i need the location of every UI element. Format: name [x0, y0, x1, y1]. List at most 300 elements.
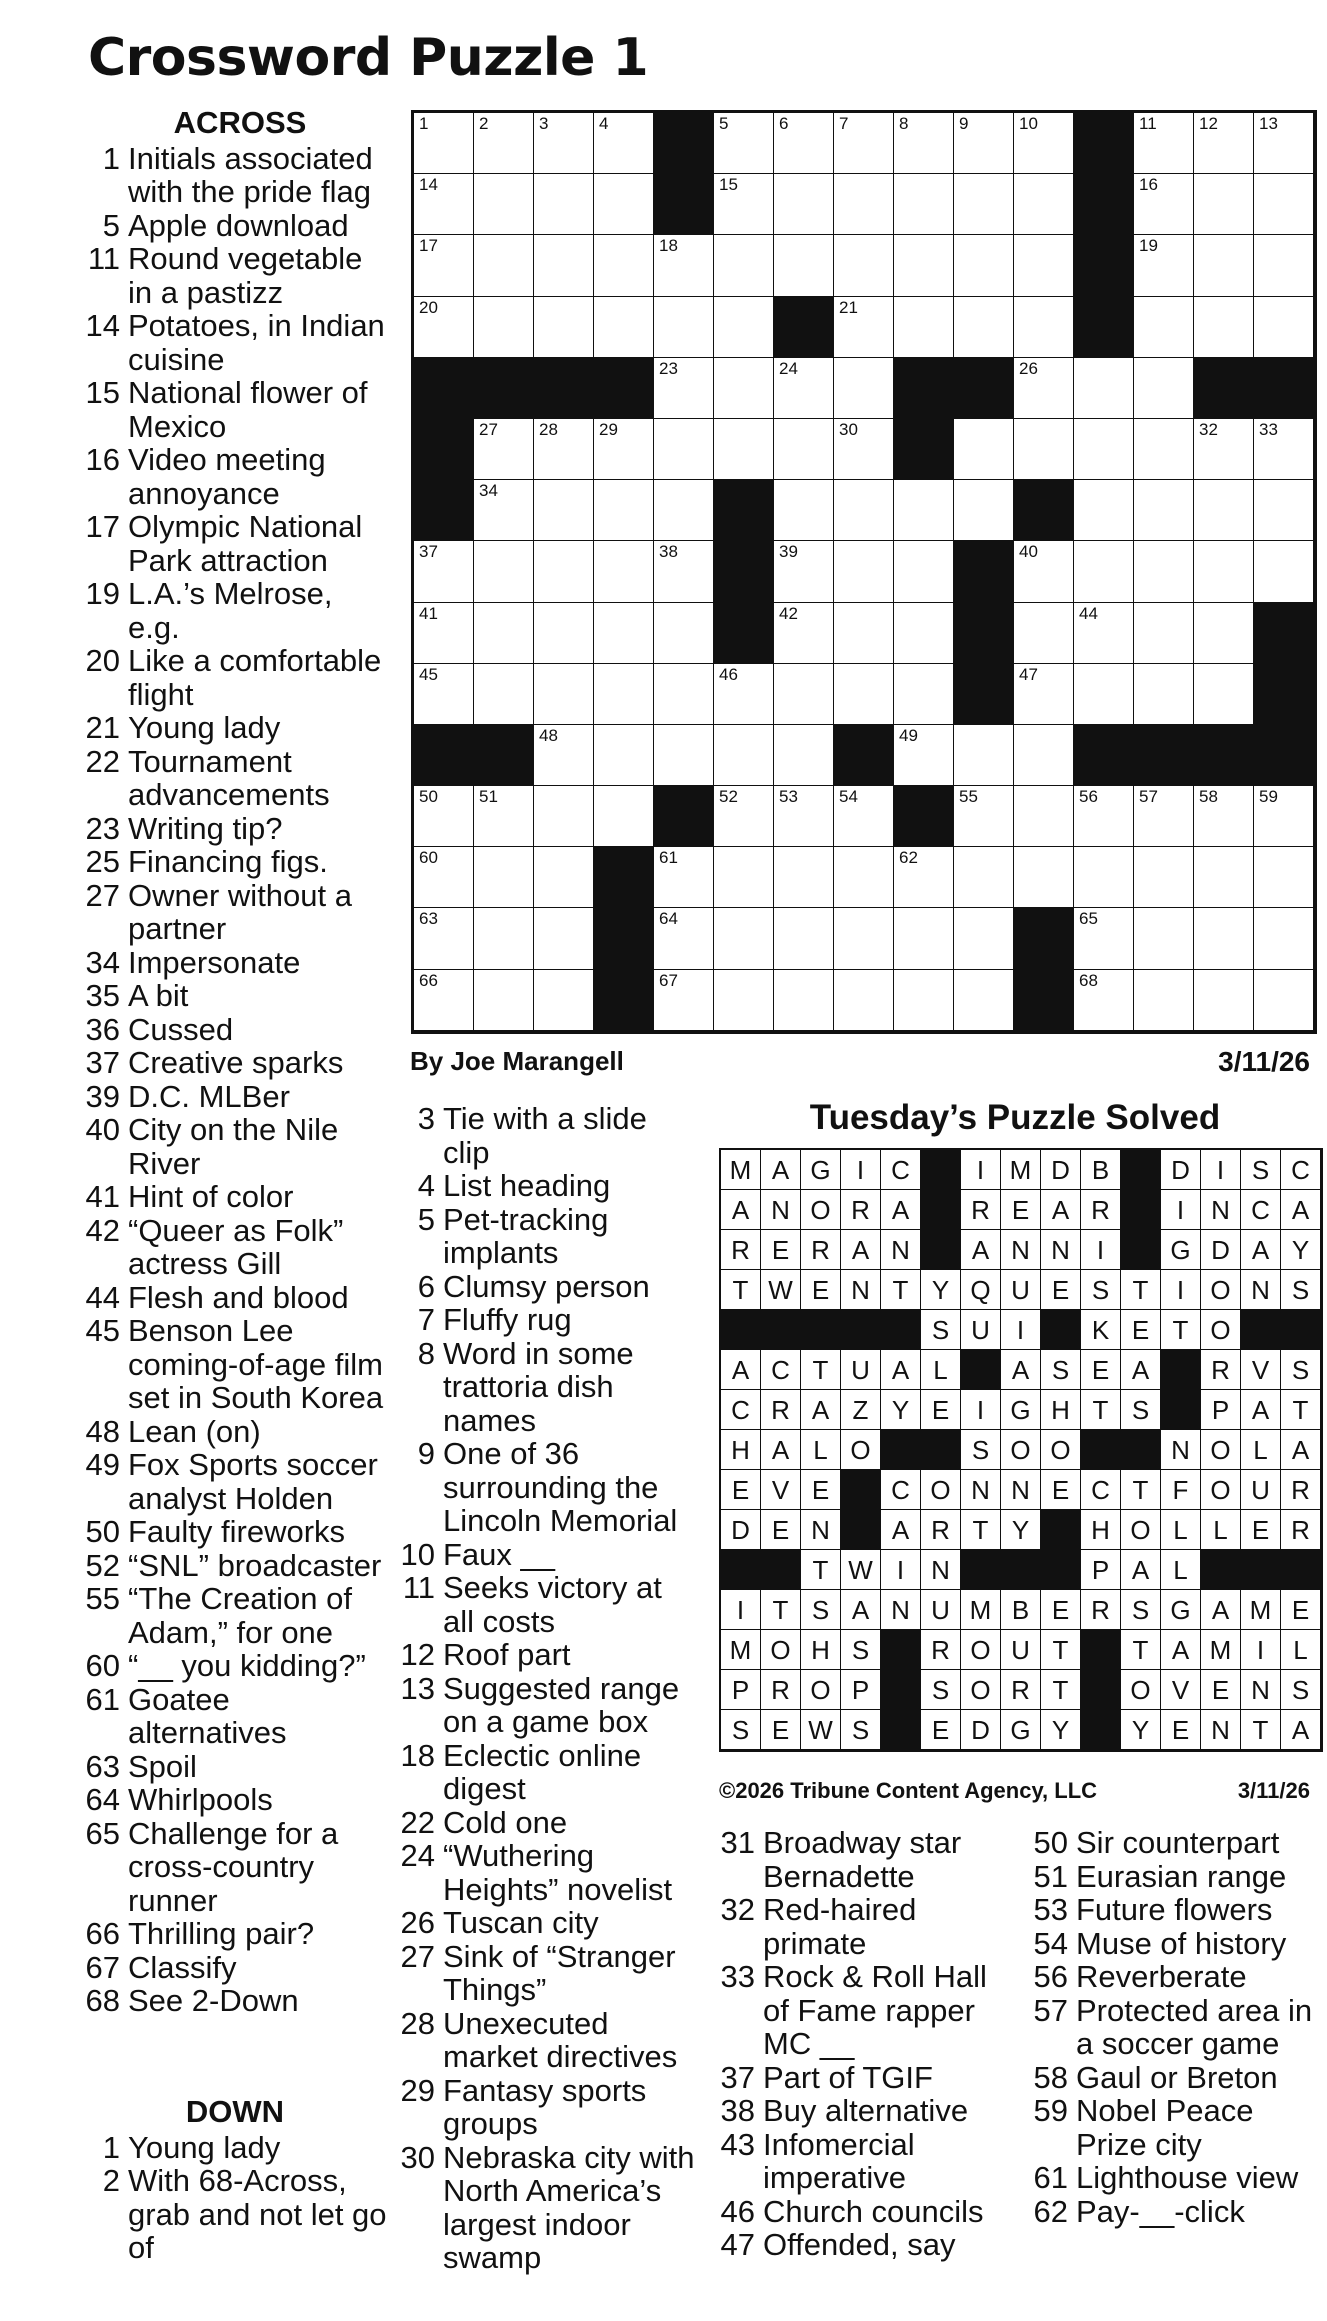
clue-text: Nebraska city with North America’s largest indoor swamp	[443, 2139, 695, 2275]
grid-cell[interactable]	[774, 113, 834, 174]
solution-letter: I	[961, 1390, 1001, 1430]
solution-letter: G	[1161, 1590, 1201, 1630]
grid-cell[interactable]	[834, 419, 894, 480]
grid-cell[interactable]	[474, 664, 534, 725]
clue	[1028, 1826, 1327, 1860]
grid-cell[interactable]	[1134, 541, 1194, 602]
grid-cell[interactable]	[1074, 908, 1134, 969]
clue-text: Suggested range on a game box	[443, 1670, 680, 1739]
grid-cell[interactable]	[894, 603, 954, 664]
clue	[80, 1783, 390, 1817]
cell-number: 64	[659, 909, 678, 929]
grid-cell[interactable]	[894, 174, 954, 235]
solution-letter: T	[1041, 1670, 1081, 1710]
grid-cell[interactable]	[414, 664, 474, 725]
cell-number: 18	[659, 236, 678, 256]
grid-cell[interactable]	[654, 603, 714, 664]
solution-black-square	[761, 1550, 801, 1590]
clue	[80, 1415, 390, 1449]
grid-cell[interactable]	[594, 419, 654, 480]
grid-cell[interactable]	[1194, 174, 1254, 235]
grid-cell[interactable]	[414, 908, 474, 969]
solution-letter: N	[1201, 1190, 1241, 1230]
grid-cell[interactable]	[1014, 113, 1074, 174]
cell-number: 58	[1199, 787, 1218, 807]
grid-cell[interactable]	[1074, 786, 1134, 847]
grid-cell[interactable]	[534, 725, 594, 786]
solution-black-square	[1241, 1550, 1281, 1590]
down-clues-col1	[80, 2095, 390, 2265]
grid-cell[interactable]	[534, 970, 594, 1031]
grid-cell[interactable]	[834, 664, 894, 725]
grid-cell[interactable]	[1254, 113, 1314, 174]
grid-cell[interactable]	[954, 235, 1014, 296]
grid-cell[interactable]	[534, 847, 594, 908]
grid-cell[interactable]	[1194, 235, 1254, 296]
solution-letter: I	[1081, 1230, 1121, 1270]
grid-cell[interactable]	[474, 970, 534, 1031]
grid-cell[interactable]	[954, 847, 1014, 908]
solution-letter: E	[1041, 1270, 1081, 1310]
grid-cell[interactable]	[414, 847, 474, 908]
grid-cell[interactable]	[954, 908, 1014, 969]
grid-cell[interactable]	[1014, 419, 1074, 480]
grid-cell[interactable]	[1254, 297, 1314, 358]
grid-cell[interactable]	[774, 847, 834, 908]
grid-cell[interactable]	[774, 235, 834, 296]
clue-number: 65	[85, 1815, 120, 1851]
grid-cell[interactable]	[774, 541, 834, 602]
grid-cell[interactable]	[534, 235, 594, 296]
grid-cell[interactable]	[894, 113, 954, 174]
clue	[395, 1940, 695, 2007]
grid-cell[interactable]	[1074, 847, 1134, 908]
grid-cell[interactable]	[1014, 297, 1074, 358]
clue-text: Olympic National Park attraction	[128, 509, 363, 578]
cell-number: 5	[719, 114, 729, 133]
grid-cell[interactable]	[594, 174, 654, 235]
grid-cell[interactable]	[1134, 419, 1194, 480]
grid-cell[interactable]	[894, 908, 954, 969]
clue	[80, 376, 390, 443]
grid-cell[interactable]	[1194, 908, 1254, 969]
grid-cell[interactable]	[714, 847, 774, 908]
grid-cell[interactable]	[474, 235, 534, 296]
grid-cell[interactable]	[714, 419, 774, 480]
grid-cell[interactable]	[594, 603, 654, 664]
clue-text: Muse of history	[1076, 1925, 1287, 1961]
grid-cell[interactable]	[714, 174, 774, 235]
grid-cell[interactable]	[474, 480, 534, 541]
grid-cell[interactable]	[534, 664, 594, 725]
solution-letter: C	[1241, 1190, 1281, 1230]
grid-cell[interactable]	[834, 541, 894, 602]
clue	[395, 2074, 695, 2141]
grid-cell[interactable]	[1254, 480, 1314, 541]
clue-text: Clumsy person	[443, 1268, 650, 1304]
grid-cell[interactable]	[714, 725, 774, 786]
grid-cell[interactable]	[1134, 113, 1194, 174]
cell-number: 19	[1139, 236, 1158, 256]
cell-number: 28	[539, 419, 558, 439]
grid-cell[interactable]	[1014, 541, 1074, 602]
grid-cell[interactable]	[714, 664, 774, 725]
grid-cell[interactable]	[1194, 419, 1254, 480]
solution-letter: S	[1281, 1270, 1321, 1310]
grid-cell[interactable]	[954, 970, 1014, 1031]
grid-cell[interactable]	[1254, 235, 1314, 296]
grid-cell[interactable]	[534, 174, 594, 235]
clue	[1028, 1860, 1327, 1894]
grid-cell[interactable]	[1074, 358, 1134, 419]
clue	[80, 644, 390, 711]
grid-cell[interactable]	[534, 297, 594, 358]
cell-number: 40	[1019, 542, 1038, 562]
solution-letter: R	[1001, 1670, 1041, 1710]
grid-cell[interactable]	[714, 970, 774, 1031]
solution-letter: L	[1201, 1510, 1241, 1550]
clue	[80, 1448, 390, 1515]
solution-letter: N	[921, 1550, 961, 1590]
grid-cell[interactable]	[1194, 480, 1254, 541]
grid-cell[interactable]	[474, 174, 534, 235]
grid-cell[interactable]	[834, 970, 894, 1031]
grid-cell[interactable]	[894, 664, 954, 725]
grid-cell[interactable]	[534, 419, 594, 480]
solution-letter: N	[961, 1470, 1001, 1510]
grid-cell[interactable]	[1254, 908, 1314, 969]
grid-cell[interactable]	[1194, 297, 1254, 358]
grid-cell[interactable]	[714, 358, 774, 419]
solution-black-square	[801, 1310, 841, 1350]
grid-cell[interactable]	[774, 970, 834, 1031]
grid-cell[interactable]	[474, 541, 534, 602]
solution-letter: L	[1241, 1430, 1281, 1470]
grid-cell[interactable]	[774, 419, 834, 480]
grid-cell[interactable]	[1194, 970, 1254, 1031]
grid-cell[interactable]	[594, 541, 654, 602]
solution-black-square	[1161, 1350, 1201, 1390]
solution-letter: P	[1081, 1550, 1121, 1590]
clue	[80, 879, 390, 946]
across-heading: ACROSS	[173, 105, 307, 140]
grid-cell[interactable]	[954, 113, 1014, 174]
clue-number: 15	[85, 375, 120, 410]
grid-cell[interactable]	[594, 786, 654, 847]
solution-letter: A	[1241, 1230, 1281, 1270]
grid-cell[interactable]	[1254, 419, 1314, 480]
grid-cell[interactable]	[834, 480, 894, 541]
grid-cell[interactable]	[714, 786, 774, 847]
grid-cell[interactable]	[654, 297, 714, 358]
solution-black-square	[1201, 1550, 1241, 1590]
solution-letter: G	[1001, 1710, 1041, 1750]
solution-letter: E	[1241, 1510, 1281, 1550]
grid-cell[interactable]	[774, 908, 834, 969]
solution-letter: S	[921, 1310, 961, 1350]
solution-letter: R	[921, 1630, 961, 1670]
grid-cell[interactable]	[894, 480, 954, 541]
grid-cell[interactable]	[1014, 786, 1074, 847]
grid-cell[interactable]	[654, 908, 714, 969]
cell-number: 34	[479, 481, 498, 501]
grid-cell[interactable]	[954, 174, 1014, 235]
grid-cell[interactable]	[1014, 174, 1074, 235]
grid-cell[interactable]	[534, 541, 594, 602]
grid-cell[interactable]	[774, 725, 834, 786]
grid-cell[interactable]	[414, 113, 474, 174]
solution-letter: E	[801, 1470, 841, 1510]
solution-letter: H	[1081, 1510, 1121, 1550]
grid-cell[interactable]	[894, 725, 954, 786]
cell-number: 29	[599, 419, 618, 439]
solution-letter: A	[1161, 1630, 1201, 1670]
grid-cell[interactable]	[954, 297, 1014, 358]
black-square	[654, 113, 714, 174]
grid-cell[interactable]	[1074, 541, 1134, 602]
grid-cell[interactable]	[654, 358, 714, 419]
solution-letter: L	[1161, 1510, 1201, 1550]
clue-text: With 68-Across, grab and not let go of	[128, 2163, 387, 2265]
clue-number: 22	[85, 743, 120, 779]
grid-cell[interactable]	[474, 786, 534, 847]
grid-cell[interactable]	[1194, 847, 1254, 908]
solution-letter: E	[1161, 1710, 1201, 1750]
black-square	[594, 358, 654, 419]
grid-cell[interactable]	[534, 786, 594, 847]
grid-cell[interactable]	[414, 297, 474, 358]
clue	[80, 946, 390, 980]
solution-letter: E	[1041, 1590, 1081, 1630]
grid-cell[interactable]	[774, 480, 834, 541]
grid-cell[interactable]	[1194, 786, 1254, 847]
cell-number: 6	[779, 114, 789, 133]
grid-cell[interactable]	[834, 908, 894, 969]
grid-cell[interactable]	[474, 847, 534, 908]
solution-letter: M	[1201, 1630, 1241, 1670]
solution-letter: R	[1281, 1510, 1321, 1550]
grid-cell[interactable]	[834, 235, 894, 296]
crossword-grid	[411, 110, 1317, 1034]
clue-text: Writing tip?	[128, 810, 283, 846]
clue	[1028, 1893, 1327, 1927]
grid-cell[interactable]	[894, 541, 954, 602]
grid-cell[interactable]	[1254, 174, 1314, 235]
grid-cell[interactable]	[534, 113, 594, 174]
solution-letter: O	[761, 1630, 801, 1670]
grid-cell[interactable]	[894, 235, 954, 296]
grid-cell[interactable]	[1014, 664, 1074, 725]
grid-cell[interactable]	[1134, 847, 1194, 908]
grid-cell[interactable]	[414, 541, 474, 602]
black-square	[1074, 725, 1134, 786]
grid-cell[interactable]	[1014, 725, 1074, 786]
grid-cell[interactable]	[834, 174, 894, 235]
grid-cell[interactable]	[834, 358, 894, 419]
grid-cell[interactable]	[894, 847, 954, 908]
grid-cell[interactable]	[894, 970, 954, 1031]
grid-cell[interactable]	[474, 908, 534, 969]
grid-cell[interactable]	[834, 603, 894, 664]
grid-cell[interactable]	[654, 235, 714, 296]
grid-cell[interactable]	[714, 235, 774, 296]
grid-cell[interactable]	[654, 725, 714, 786]
clue	[1028, 2161, 1327, 2195]
grid-cell[interactable]	[594, 297, 654, 358]
grid-cell[interactable]	[474, 419, 534, 480]
grid-cell[interactable]	[774, 603, 834, 664]
grid-cell[interactable]	[1134, 358, 1194, 419]
solution-letter: Y	[1281, 1230, 1321, 1270]
grid-cell[interactable]	[714, 297, 774, 358]
solution-black-square	[881, 1430, 921, 1470]
grid-cell[interactable]	[654, 419, 714, 480]
grid-cell[interactable]	[1074, 970, 1134, 1031]
grid-cell[interactable]	[1014, 847, 1074, 908]
solution-letter: S	[1281, 1350, 1321, 1390]
grid-cell[interactable]	[954, 419, 1014, 480]
grid-cell[interactable]	[1134, 235, 1194, 296]
grid-cell[interactable]	[414, 603, 474, 664]
black-square	[594, 847, 654, 908]
black-square	[414, 358, 474, 419]
grid-cell[interactable]	[1194, 664, 1254, 725]
grid-cell[interactable]	[1014, 603, 1074, 664]
clue	[1028, 1927, 1327, 1961]
clue	[80, 577, 390, 644]
solution-letter: T	[721, 1270, 761, 1310]
grid-cell[interactable]	[1134, 664, 1194, 725]
clue-text: National flower of Mexico	[128, 375, 368, 444]
black-square	[894, 419, 954, 480]
grid-cell[interactable]	[1074, 603, 1134, 664]
grid-cell[interactable]	[834, 847, 894, 908]
grid-cell[interactable]	[474, 297, 534, 358]
grid-cell[interactable]	[1194, 113, 1254, 174]
solution-letter: O	[1201, 1310, 1241, 1350]
clue-text: Potatoes, in Indian cuisine	[128, 308, 385, 377]
grid-cell[interactable]	[594, 725, 654, 786]
grid-cell[interactable]	[414, 174, 474, 235]
grid-cell[interactable]	[1254, 847, 1314, 908]
cell-number: 7	[839, 114, 849, 133]
clue-number: 45	[85, 1313, 120, 1348]
grid-cell[interactable]	[1134, 297, 1194, 358]
clue-number: 57	[1033, 1992, 1068, 2028]
grid-cell[interactable]	[1194, 541, 1254, 602]
grid-cell[interactable]	[654, 541, 714, 602]
grid-cell[interactable]	[714, 908, 774, 969]
grid-cell[interactable]	[654, 664, 714, 725]
grid-cell[interactable]	[1074, 480, 1134, 541]
grid-cell[interactable]	[414, 970, 474, 1031]
solution-letter: E	[801, 1270, 841, 1310]
solution-letter: S	[1241, 1150, 1281, 1190]
clue-number: 12	[400, 1637, 435, 1672]
grid-cell[interactable]	[834, 113, 894, 174]
grid-cell[interactable]	[1134, 970, 1194, 1031]
grid-cell[interactable]	[954, 786, 1014, 847]
grid-cell[interactable]	[594, 235, 654, 296]
solution-letter: A	[1281, 1430, 1321, 1470]
grid-cell[interactable]	[1134, 174, 1194, 235]
grid-cell[interactable]	[774, 358, 834, 419]
clue	[395, 1203, 695, 1270]
grid-cell[interactable]	[1134, 480, 1194, 541]
grid-cell[interactable]	[1014, 358, 1074, 419]
grid-cell[interactable]	[1134, 908, 1194, 969]
grid-cell[interactable]	[534, 603, 594, 664]
grid-cell[interactable]	[774, 786, 834, 847]
grid-cell[interactable]	[954, 480, 1014, 541]
clue-text: See 2-Down	[128, 1983, 299, 2018]
clue-number: 27	[400, 1938, 435, 1974]
grid-cell[interactable]	[1254, 786, 1314, 847]
grid-cell[interactable]	[474, 603, 534, 664]
clue	[395, 1571, 695, 1638]
clue-number: 32	[720, 1892, 755, 1927]
clue	[395, 1672, 695, 1739]
grid-cell[interactable]	[774, 664, 834, 725]
grid-cell[interactable]	[1014, 235, 1074, 296]
grid-cell[interactable]	[894, 297, 954, 358]
grid-cell[interactable]	[1254, 541, 1314, 602]
solution-black-square	[1121, 1150, 1161, 1190]
grid-cell[interactable]	[1074, 664, 1134, 725]
grid-cell[interactable]	[414, 786, 474, 847]
grid-cell[interactable]	[534, 480, 594, 541]
grid-cell[interactable]	[594, 664, 654, 725]
grid-cell[interactable]	[1254, 970, 1314, 1031]
solution-date: 3/11/26	[1237, 1778, 1310, 1803]
grid-cell[interactable]	[534, 908, 594, 969]
black-square	[714, 603, 774, 664]
grid-cell[interactable]	[414, 235, 474, 296]
grid-cell[interactable]	[834, 297, 894, 358]
grid-cell[interactable]	[834, 786, 894, 847]
grid-cell[interactable]	[654, 847, 714, 908]
grid-cell[interactable]	[1134, 603, 1194, 664]
grid-cell[interactable]	[654, 970, 714, 1031]
grid-cell[interactable]	[474, 113, 534, 174]
clue-number: 66	[85, 1916, 120, 1951]
grid-cell[interactable]	[1194, 603, 1254, 664]
clue	[80, 142, 390, 209]
grid-cell[interactable]	[1074, 419, 1134, 480]
grid-cell[interactable]	[954, 725, 1014, 786]
solution-letter: T	[1121, 1470, 1161, 1510]
clue-number: 44	[85, 1279, 120, 1315]
clue	[80, 1314, 390, 1415]
solution-letter: S	[1281, 1670, 1321, 1710]
solution-letter: O	[801, 1670, 841, 1710]
grid-cell[interactable]	[594, 480, 654, 541]
cell-number: 16	[1139, 175, 1158, 195]
clue	[80, 1214, 390, 1281]
grid-cell[interactable]	[774, 174, 834, 235]
solution-letter: C	[1281, 1150, 1321, 1190]
clue-text: Young lady	[128, 2129, 281, 2165]
clue-number: 62	[1033, 2193, 1068, 2229]
clue-number: 60	[85, 1648, 120, 1683]
solution-letter: I	[1241, 1630, 1281, 1670]
grid-cell[interactable]	[594, 113, 654, 174]
grid-cell[interactable]	[714, 113, 774, 174]
clue-text: L.A.’s Melrose, e.g.	[128, 576, 333, 645]
grid-cell[interactable]	[654, 480, 714, 541]
grid-cell[interactable]	[1134, 786, 1194, 847]
solution-letter: A	[761, 1430, 801, 1470]
